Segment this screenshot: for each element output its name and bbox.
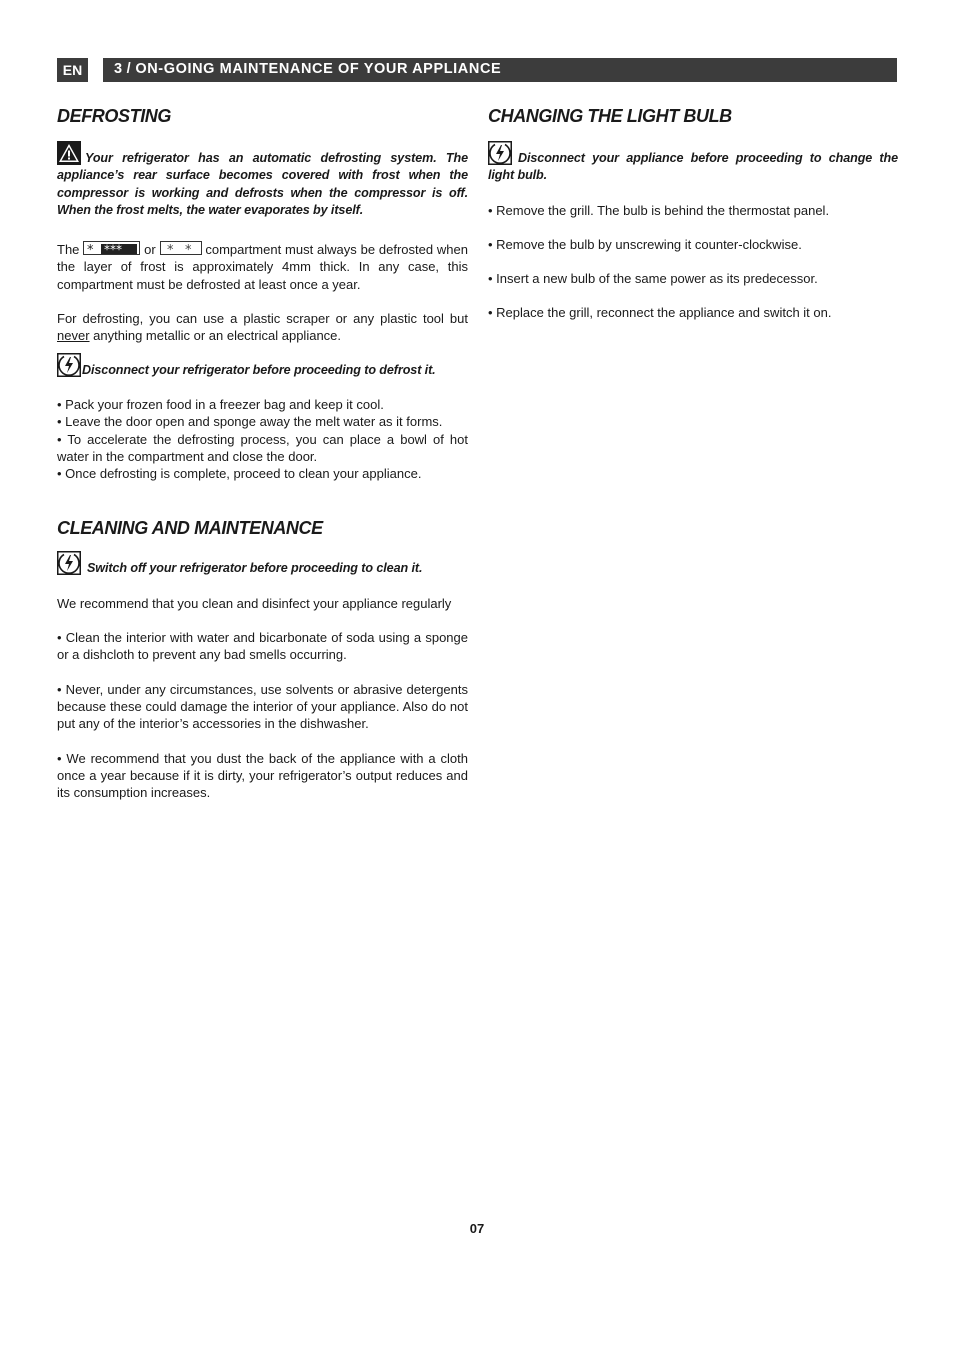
cleaning-paragraph: • Never, under any circumstances, use solvents or abrasive detergents because these could damage the interior of your appliance. Also do not put any of the interior’s accessories in the dishwasher.	[57, 681, 468, 732]
list-item: • Replace the grill, reconnect the appliance and switch it on.	[488, 305, 832, 321]
p1-or-text: or	[144, 242, 156, 258]
list-item: • Leave the door open and sponge away the melt water as it forms.	[57, 414, 443, 430]
p1-end-text: compartment must always be defrosted when the layer of frost is approximately 4mm thick. In any case, this compartment must be defrosted at least once a year.	[57, 242, 468, 292]
never-underlined: never	[57, 328, 90, 344]
two-star-freezer-icon	[160, 241, 202, 255]
bulb-shock-warning	[488, 141, 898, 185]
p1-start-text: The	[57, 242, 80, 258]
defrosting-warning-text: Your refrigerator has an automatic defrosting system. The appliance’s rear surface becomes covered with frost when the compressor is working and defrosts when the compressor is off. When the frost melts, the water evaporates by itself.	[57, 151, 468, 217]
p2-start-text: For defrosting, you can use a plastic scraper or any plastic tool but	[57, 311, 468, 327]
electric-shock-icon	[488, 141, 512, 165]
cleaning-shock-warning-text: Switch off your refrigerator before proceeding to clean it.	[87, 561, 423, 576]
electric-shock-icon	[57, 551, 81, 575]
bulb-heading: CHANGING THE LIGHT BULB	[488, 106, 732, 126]
list-item: • Remove the bulb by unscrewing it counter-clockwise.	[488, 236, 802, 252]
defrost-bullets	[57, 396, 468, 482]
defrost-shock-warning	[57, 353, 468, 379]
section-header	[103, 58, 897, 82]
cleaning-paragraph: • We recommend that you dust the back of the appliance with a cloth once a year because if it is dirty, your refrigerator’s output reduces and its consumption increases.	[57, 750, 468, 801]
page-number: 07	[469, 1221, 485, 1236]
four-star-freezer-icon	[83, 241, 140, 255]
left-column	[57, 104, 468, 801]
cleaning-heading: CLEANING AND MAINTENANCE	[57, 518, 323, 539]
svg-text:***: ***	[104, 243, 123, 256]
svg-text:*: *	[87, 243, 94, 256]
defrost-frequency-paragraph	[57, 241, 468, 293]
section-separator: /	[126, 61, 132, 77]
section-title: ON-GOING MAINTENANCE OF YOUR APPLIANCE	[135, 61, 502, 77]
language-badge: EN	[57, 58, 88, 82]
svg-text:*: *	[166, 243, 173, 256]
right-column	[488, 104, 898, 322]
defrost-tools-paragraph	[57, 310, 468, 345]
warning-triangle-icon	[57, 141, 81, 165]
list-item: • Once defrosting is complete, proceed to clean your appliance.	[57, 466, 422, 482]
section-number: 3	[114, 61, 123, 77]
list-item: • Insert a new bulb of the same power as its predecessor.	[488, 271, 818, 287]
defrosting-warning	[57, 141, 468, 219]
list-item: • Pack your frozen food in a freezer bag and keep it cool.	[57, 396, 384, 412]
cleaning-paragraph: We recommend that you clean and disinfect your appliance regularly	[57, 595, 452, 611]
defrost-shock-warning-text: Disconnect your refrigerator before proceeding to defrost it.	[82, 362, 436, 377]
list-item: • To accelerate the defrosting process, you can place a bowl of hot water in the compartment and close the door.	[57, 431, 468, 464]
p2-end-text: anything metallic or an electrical appliance.	[93, 328, 342, 344]
defrosting-heading: DEFROSTING	[57, 106, 172, 126]
bulb-shock-warning-text: Disconnect your appliance before proceeding to change the light bulb.	[488, 151, 898, 183]
list-item: • Remove the grill. The bulb is behind the thermostat panel.	[488, 202, 830, 218]
cleaning-shock-warning	[57, 551, 468, 577]
svg-text:*: *	[184, 243, 191, 256]
electric-shock-icon	[57, 353, 81, 377]
cleaning-paragraph: • Clean the interior with water and bicarbonate of soda using a sponge or a dishcloth to prevent any bad smells occurring.	[57, 630, 468, 663]
